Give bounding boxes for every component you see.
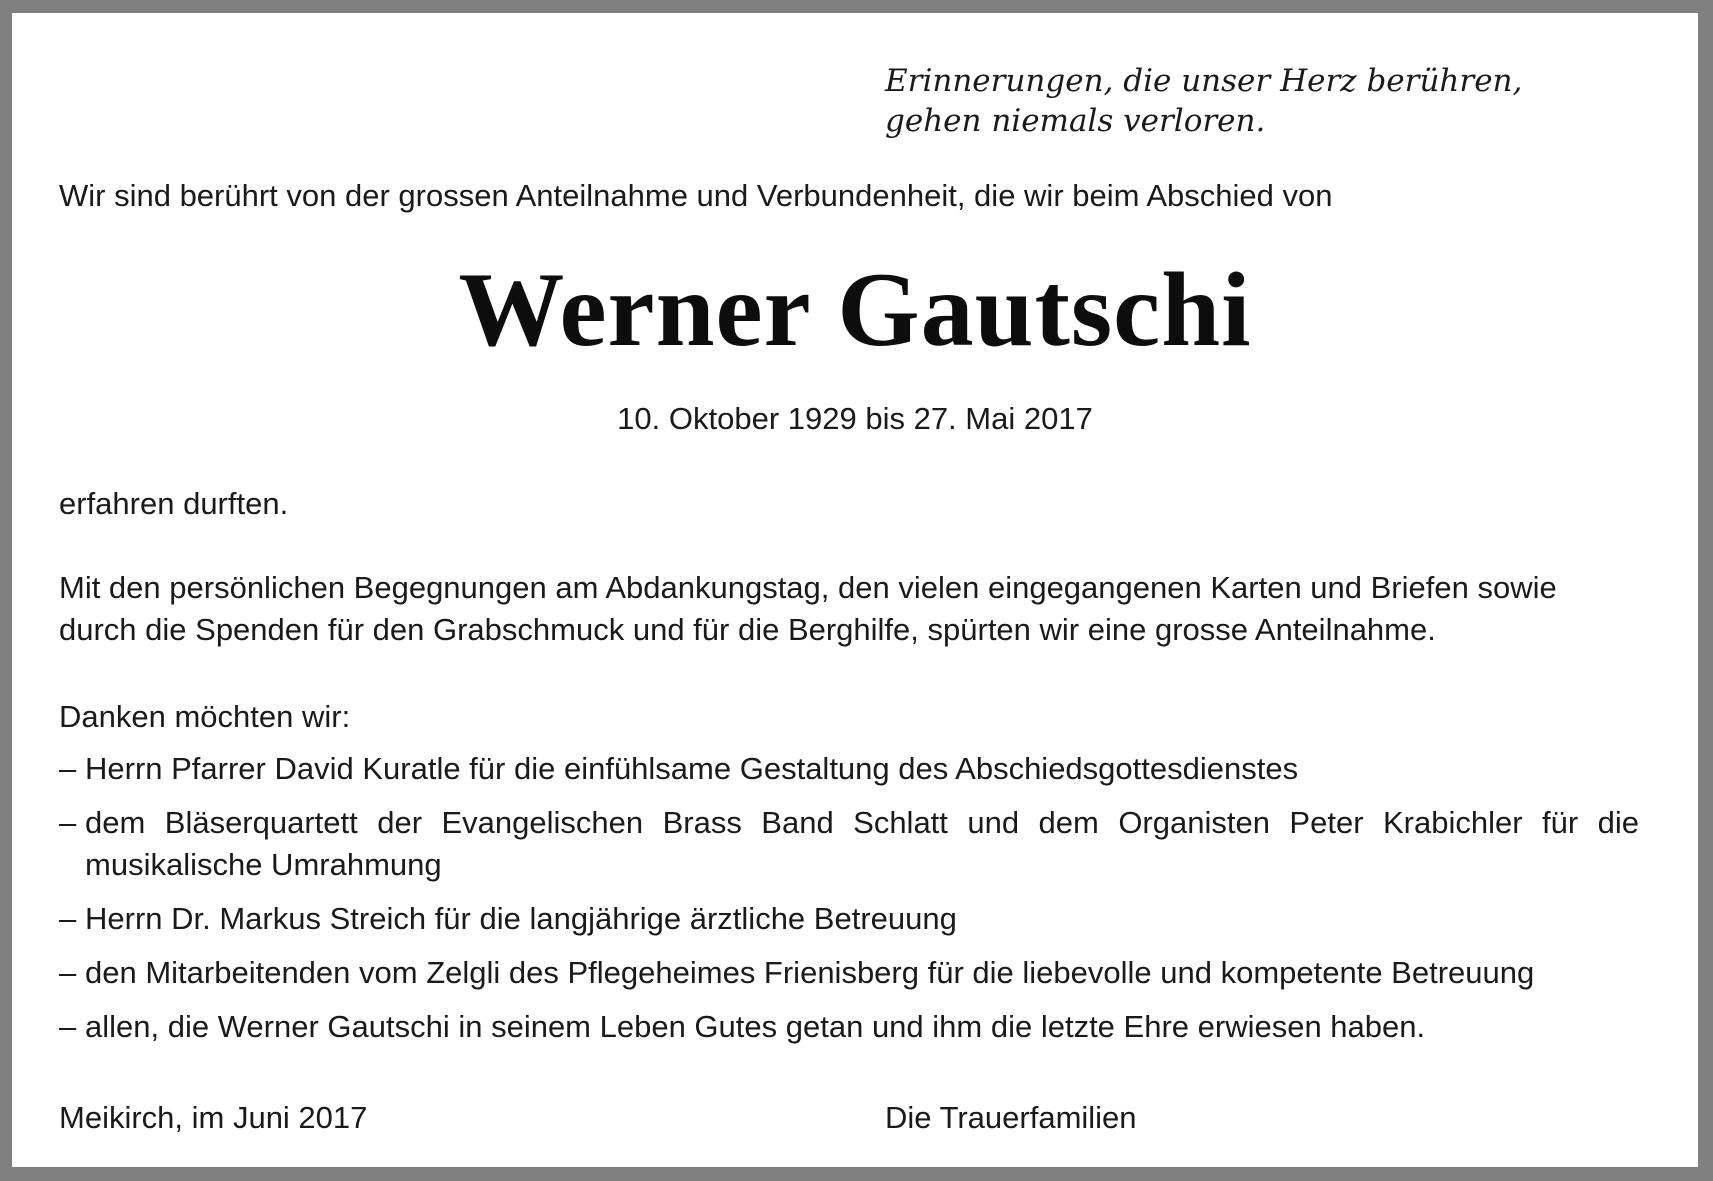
list-item-line-2: musikalische Umrahmung	[85, 847, 442, 882]
motto-line-1: Erinnerungen, die unser Herz berühren,	[885, 63, 1523, 99]
list-dash: –	[59, 805, 77, 840]
place-date: Meikirch, im Juni 2017	[59, 1100, 368, 1135]
list-item	[59, 1006, 1639, 1048]
gratitude-paragraph	[59, 567, 1639, 651]
motto-quote	[885, 61, 1522, 141]
list-item-text: allen, die Werner Gautschi in seinem Leben Gutes getan und ihm die letzte Ehre erwiesen haben.	[85, 1009, 1426, 1044]
list-dash: –	[59, 751, 77, 786]
thanks-heading: Danken möchten wir:	[59, 699, 351, 734]
list-item	[59, 952, 1639, 994]
list-dash: –	[59, 1009, 77, 1044]
list-item-text: den Mitarbeitenden vom Zelgli des Pflegeheimes Frienisberg für die liebevolle und kompetente Betreuung	[85, 955, 1535, 990]
list-item	[59, 748, 1639, 790]
thanks-list	[59, 748, 1639, 1060]
list-item-text: Herrn Pfarrer David Kuratle für die einfühlsame Gestaltung des Abschiedsgottesdienstes	[85, 751, 1299, 786]
paragraph-line-2: durch die Spenden für den Grabschmuck und für die Berghilfe, spürten wir eine grosse Anteilnahme.	[59, 612, 1436, 647]
list-item-text: Herrn Dr. Markus Streich für die langjährige ärztliche Betreuung	[85, 901, 957, 936]
life-dates: 10. Oktober 1929 bis 27. Mai 2017	[617, 401, 1093, 436]
paragraph-line-1: Mit den persönlichen Begegnungen am Abdankungstag, den vielen eingegangenen Karten und Briefen sowie	[59, 570, 1557, 605]
list-dash: –	[59, 901, 77, 936]
list-item-line-1: dem Bläserquartett der Evangelischen Brass Band Schlatt und dem Organisten Peter Krabichler für die	[85, 805, 1639, 840]
deceased-name: Werner Gautschi	[458, 251, 1252, 368]
list-item	[59, 898, 1639, 940]
obituary-sheet	[12, 13, 1698, 1167]
motto-line-2: gehen niemals verloren.	[885, 103, 1266, 139]
intro-closing: erfahren durften.	[59, 486, 289, 521]
signature: Die Trauerfamilien	[885, 1100, 1137, 1135]
intro-text: Wir sind berührt von der grossen Anteilnahme und Verbundenheit, die wir beim Abschied von	[59, 178, 1333, 213]
list-item-text	[85, 802, 1639, 886]
list-item	[59, 802, 1639, 886]
list-dash: –	[59, 955, 77, 990]
